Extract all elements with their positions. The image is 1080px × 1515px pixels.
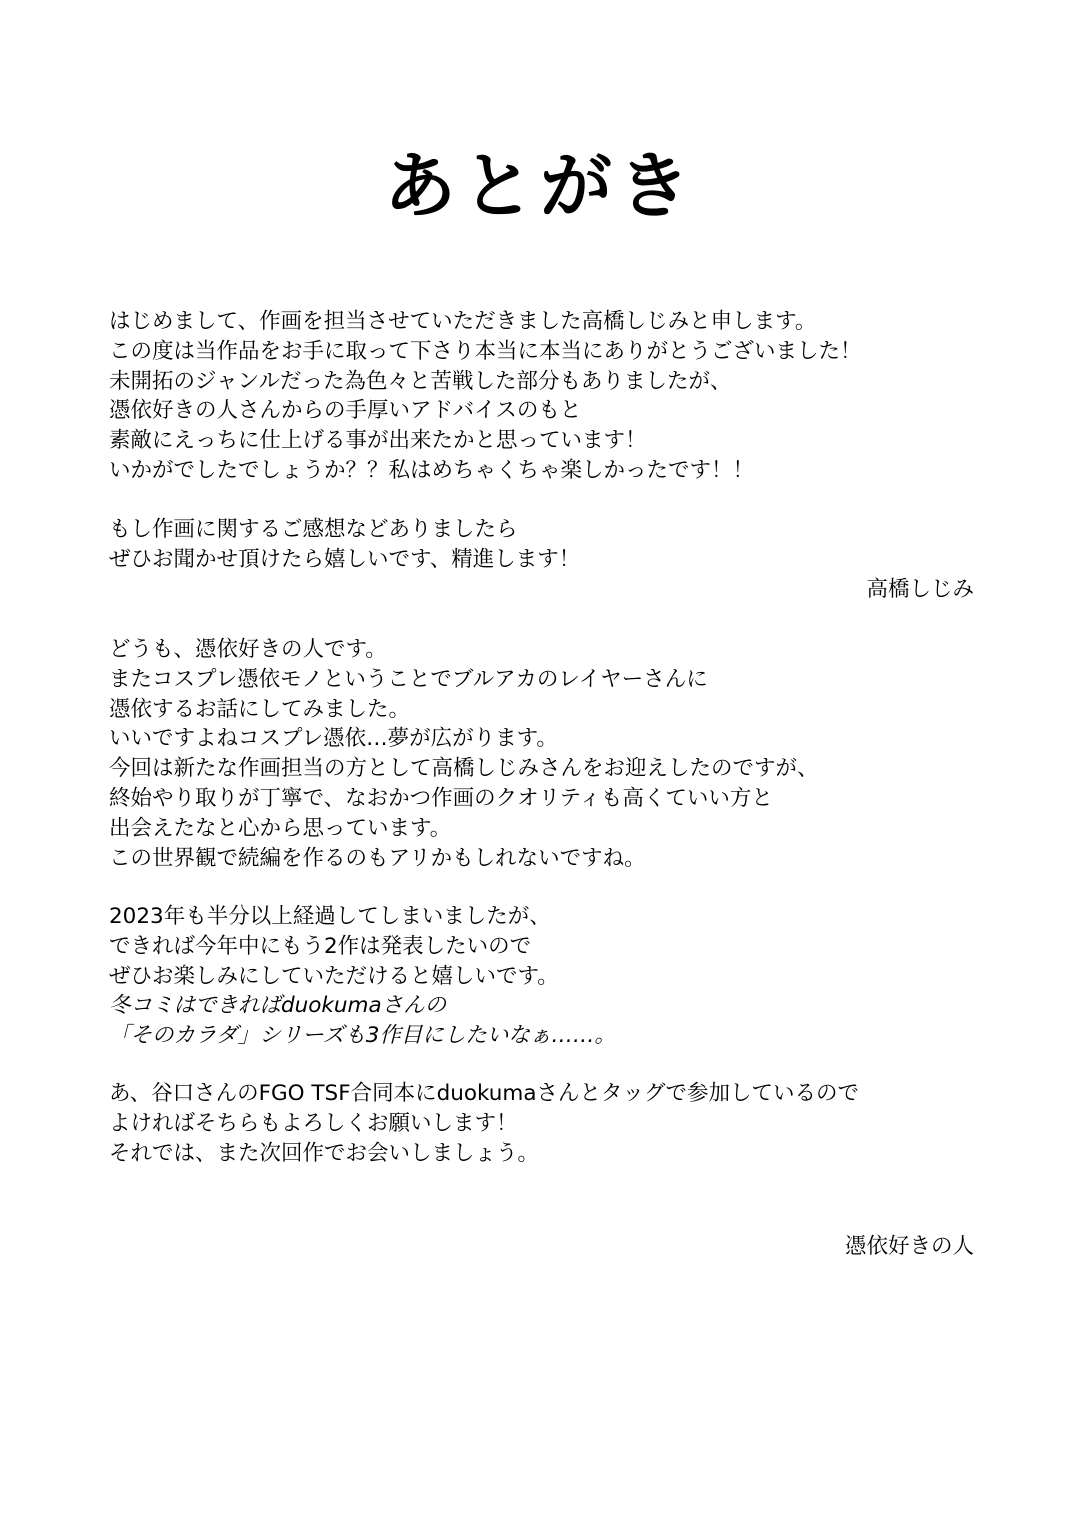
text-line: あ、谷口さんのFGO TSF合同本にduokumaさんとタッグで参加しているので: [109, 1081, 860, 1106]
text-line: 「そのカラダ」シリーズも3作目にしたいなぁ……。: [109, 1023, 616, 1049]
text-line: 冬コミはできればduokumaさんの: [109, 993, 447, 1019]
text-line: 未開拓のジャンルだった為色々と苦戦した部分もありましたが、: [109, 368, 732, 394]
text-line: はじめまして、作画を担当させていただきました高橋しじみと申します。: [109, 309, 817, 334]
text-line: ぜひお楽しみにしていただけると嬉しいです。: [109, 963, 559, 989]
artist-note-paragraph-1: [109, 307, 989, 486]
artist-note-paragraph-2: [109, 515, 989, 575]
text-line: よければそちらもよろしくお願いします！: [109, 1110, 518, 1136]
author-note-paragraph-2: [109, 902, 989, 1051]
text-line: この世界観で続編を作るのもアリかもしれないですね。: [109, 845, 646, 871]
text-line: できれば今年中にもう2作は発表したいので: [109, 933, 532, 959]
text-line: 憑依好きの人さんからの手厚いアドバイスのもと: [109, 398, 582, 424]
text-line: 今回は新たな作画担当の方として高橋しじみさんをお迎えしたのですが、: [109, 756, 819, 782]
text-line: 終始やり取りが丁寧で、なおかつ作画のクオリティも高くていい方と: [109, 785, 773, 811]
text-line: 憑依するお話にしてみました。: [109, 696, 411, 722]
text-line: もし作画に関するご感想などありましたら: [109, 517, 518, 542]
text-line: ぜひお聞かせ頂けたら嬉しいです、精進します！: [109, 546, 581, 572]
text-line: いいですよねコスプレ憑依…夢が広がります。: [109, 726, 558, 752]
text-line: いかがでしたでしょうか？？私はめちゃくちゃ楽しかったです！！: [109, 457, 755, 483]
page-title: あとがき: [383, 144, 696, 228]
text-line: それでは、また次回作でお会いしましょう。: [109, 1140, 540, 1166]
artist-signature: 高橋しじみ: [866, 577, 974, 602]
text-line: どうも、憑依好きの人です。: [109, 637, 387, 662]
text-line: 2023年も半分以上経過してしまいましたが、: [109, 904, 551, 929]
author-signature: 憑依好きの人: [844, 1234, 974, 1259]
text-line: 素敵にえっちに仕上げる事が出来たかと思っています！: [109, 428, 647, 454]
text-line: またコスプレ憑依モノということでブルアカのレイヤーさんに: [109, 666, 708, 692]
author-note-paragraph-1: [109, 635, 989, 873]
author-note-paragraph-3: [109, 1079, 989, 1168]
text-line: 出会えたなと心から思っています。: [109, 815, 452, 841]
text-line: この度は当作品をお手に取って下さり本当に本当にありがとうございました！: [109, 338, 862, 364]
